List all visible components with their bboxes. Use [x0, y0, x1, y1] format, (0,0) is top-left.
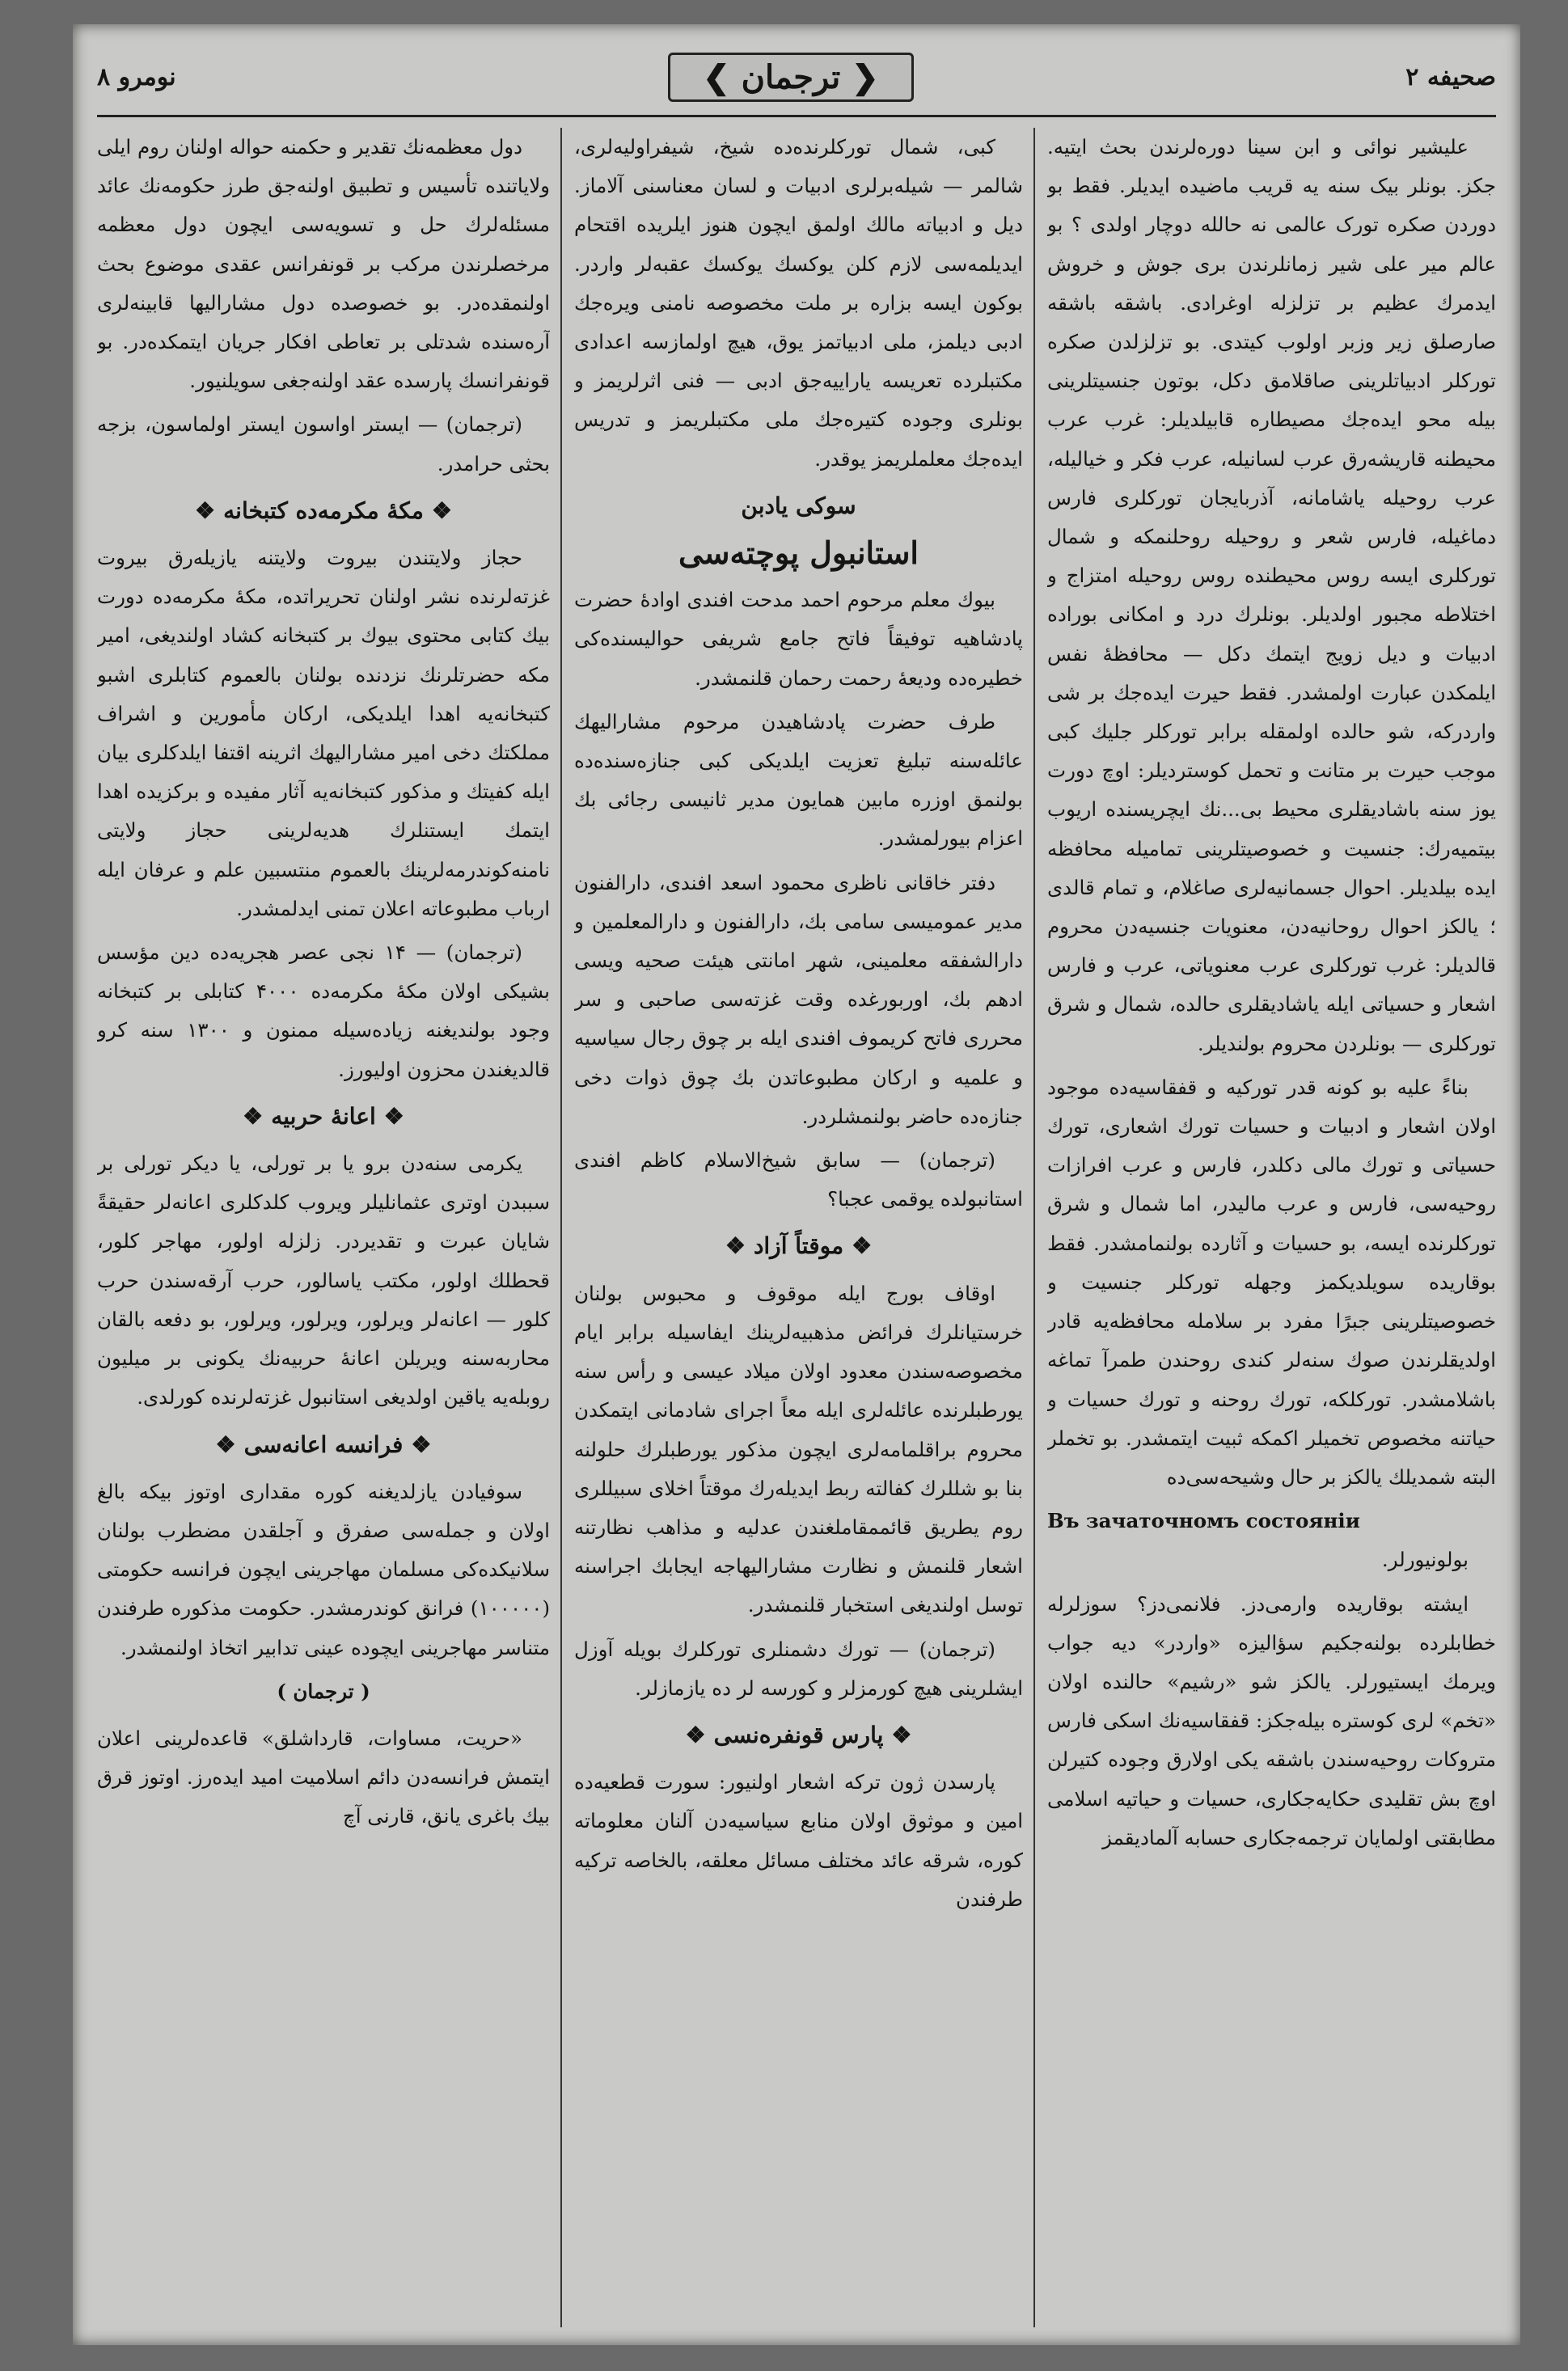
heading-mecca-library: ❖مکهٔ مکرمه‌ده کتبخانه❖	[97, 492, 550, 530]
signature-tercuman: ( ترجمان )	[277, 1679, 370, 1703]
heading-temporarily-free: ❖موقتاً آزاد❖	[574, 1227, 1023, 1266]
ornament-icon: ❖	[195, 497, 216, 524]
paragraph: ایشته بوقاریده وارمی‌دز. فلانمی‌دز؟ سوزلرله خطابلرده بولنەجکیم سؤالیزه «واردر» دیه جواب ویرمك ایستیورلر. یالکز شو «رشیم» حالنده اولان «تخم» لری کوستره بیله‌جکز: قفقاسیه‌نك اسکی فارس متروکات روحیەسندن باشقه یکی اولارق وجوده کتیرلن اوچ بش تقلیدی حکایه‌جکاری، حسیات و حیاتیه اسلامی مطابقتی اولمایان ترجمه‌جکاری حسابه آلمادیقمز	[1047, 1591, 1496, 1849]
paragraph: کبی، شمال تورکلرنده‌ده شیخ، شیفراولیه‌لری، شالمر — شیلەبرلری ادبیات و لسان معناسنی آلاماز. دیل و ادبیاته مالك اولمق ایچون هنوز ایلریده اقتحام ایدیلمه‌سی لازم کلن یوکسك یوکسك عقبه‌لر واردر. بوکون ایسه بزاره بر ملت مخصوصه نامنی ویرەجك ادبی دیلمز، ملی ادبیاتمز یوق، هیچ اولمازسه اعدادی مکتبلرده تعریسه یاراییه‌جق ادبی — فنی اثرلریمز و بونلری وجوده کتیرەجك ملی مکتبلریمز و تدریس ایده‌جك معلملریمز یوقدر.	[574, 135, 1023, 471]
ornament-icon: ❖	[891, 1721, 912, 1748]
column-left	[97, 128, 550, 2327]
column-middle	[574, 128, 1023, 2327]
paragraph: (ترجمان) — سابق شیخ‌الاسلام کاظم افندی استانبولده یوقمی عجبا؟	[574, 1148, 1023, 1211]
ornament-icon: ❖	[431, 497, 452, 524]
paragraph: حجاز ولایتندن بیروت ولایتنه یازیلەرق بیروت غزته‌لرنده نشر اولنان تحریراتده، مکهٔ مکرمه‌ده دورت بیك کتابی محتوی بیوك بر کتبخانه کشاد اولندیغی، امیر مکه حضرتلرنك نزدنده بولنان بالعموم کتابلری اشبو کتبخانه‌یه اهدا ایلدیکی، ارکان مأمورین و اشراف مملکتك دخی امیر مشارالیهك اثرینه اقتفا ایلدکلری بیان ایله کفیتك و مذکور کتبخانه‌یه آثار مفیده و برکزیده اهدا ایتمك ایستنلرك هدیه‌لرینی حجاز ولایتی نامنه‌کوندرمه‌لرینك بالعموم منتسبین علم و عرفان ایله ارباب مطبوعاته اعلان تمنی ایدلمشدر.	[97, 546, 550, 920]
heading-istanbul-mail: استانبول پوچته‌سی	[678, 535, 919, 572]
newspaper-page	[73, 24, 1520, 2345]
heading-france-aid: ❖فرانسه اعانه‌سی❖	[97, 1426, 550, 1464]
ornament-icon: ❖	[215, 1431, 236, 1458]
ornament-icon: ❖	[852, 1232, 873, 1260]
paragraph: پارسدن ژون ترکه اشعار اولنیور: سورت قطعیەده امین و موثوق اولان منابع سیاسیەدن آلنان معلوماته کوره، شرقه عائد مختلف مسائل معلقه، بالخاصه ترکیه طرفندن	[574, 1770, 1023, 1911]
heading-souki-yadbin: سوکی یادبن	[741, 492, 856, 519]
paragraph: دول معظمه‌نك تقدیر و حکمنه حواله اولنان روم ایلی ولایاتنده تأسیس و تطبیق اولنەجق طرز حکومەنك عائد مسئلەلرك حل و تسویه‌سی ایچون دول معظمه مرخصلرندن مرکب بر قونفرانس عقدی موضوع بحث اولنمقده‌در. بو خصوصده دول مشارالیها قابینه‌لری آره‌سنده شدتلی بر تعاطی افکار جریان ایتمکده‌در. بو قونفرانسك پارسده عقد اولنه‌جغی سویلنیور.	[97, 135, 550, 393]
ornament-icon: ❖	[411, 1431, 432, 1458]
ornament-icon: ❖	[685, 1721, 706, 1748]
paragraph: دفتر خاقانی ناظری محمود اسعد افندی، دارالفنون مدیر عمومیسی سامی بك، دارالفنون و دارالمعلمین و دارالشفقه معلمینی، شهر امانتی هیئت صحیه ویسی ادهم بك، اوربورغده وقت غزته‌سی صاحبی و سر محرری فاتح کریموف افندی ایله بر چوق رجال سیاسیه و علمیه و ارکان مطبوعاتدن بك چوق ذوات دخی جنازه‌ده حاضر بولنمشلردر.	[574, 870, 1023, 1128]
editor-note: (ترجمان) — ۱۴ نجی عصر هجریه‌ده دین مؤسس بشیکی اولان مکهٔ مکرمه‌ده ۴۰۰۰ کتابلی بر کتبخانه وجود بولندیغنه زیاده‌سیله ممنون و ۱۳۰۰ سنه کرو قالدیغندن محزون اولیورز.	[97, 940, 550, 1081]
ornament-icon: ❖	[725, 1232, 746, 1260]
ornament-icon: ❖	[383, 1102, 404, 1130]
newspaper-title: ❮ ترجمان ❯	[668, 53, 914, 102]
page-label: صحیفه ۲	[1405, 62, 1496, 91]
column-divider-1	[1033, 128, 1035, 2327]
paragraph: بناءً علیه بو کونه قدر تورکیه و قفقاسیه‌ده موجود اولان اشعار و ادبیات و حسیات تورك اشعاری، تورك حسیاتی و تورك مالی دکلدر، فارس و عرب افرازات روحیه‌سی، فارس و عرب مالیدر، اما شمال و شرق تورکلرنده ایسه، بو حسیات و آثاردە بولنمامشدر. فقط بوقاریده سویلدیکمز وجهله تورکلر جنسیت و خصوصیتلرینی جبرًا مفرد بر سلامله محافظه‌یه قادر اولدیقلرندن صوك سنەلر کندی روحندن طمرآ تماغه باشلامشدر. تورکلکه، تورك روحنه و تورك حسیات و حیاتنه مخصوص تخمیلر اکمکه ثبیت ایتمشدر. بو تخملر البته شمدیلك یالکز بر حال وشیحه‌سی‌ده	[1047, 1075, 1496, 1489]
paragraph: اوقاف بورج ایله موقوف و محبوس بولنان خرستیانلرك فرائض مذهبیه‌لرینك ایفاسیله برابر ایام مخصوصه‌سندن معدود اولان میلاد عیسی و رأس سنه یورطبلرنده عائلەلری ایله معاً اجرای شادمانی ایتمکدن محروم براقلمامەلری ایچون مذکور یورطبلرك حلولنه بنا بو شللرك کفالتە ربط ایدیلەرك موقتاً اخلای سبیللری روم یطریق قائممقاملغندن عدلیه و مذاهب نظارتنه اشعار قلنمش و نظارت مشارالیهاجه ایجابك اجراسنه توسل اولندیغی استخبار قلنمشدر.	[574, 1281, 1023, 1617]
paragraph: علیشیر نوائی و ابن سینا دورەلرندن بحث ایتیه. جکز. بونلر بیک سنه یه قریب ماضیده ایدیلر. فقط بو دوردن صکره تورک عالمی نه حالله دوچار اولدی ؟ بو عالم میر علی شیر زمانلرندن بری جوش و خروش ایدمرك عظیم بر تزلزله اوغرادی. باشقه باشقه صارصلق زیر وزبر اولوب کیتدی. بو تزلزلدن صکره تورکلر ادبیاتلرینی صاقلامق دکل، بوتون جنسیتلرینی بیله محو ایدەجك مصیطاره قابیلدیلر: غرب عرب محیطنه قاریشەرق عرب لسانیله، عرب فکر و خیالیله، عرب روحیله یاشامانه، آذربایجان تورکلری فارس دماغیله، فارس شعر و روحیله روحلنمکه و شمال تورکلری ایسه روس محیطنده روس روحیله امتزاج و اختلاطه مجبور اولدیلر. بونلرك درد و امکانی بورادە ادبیات و دیل زویج ایتمك دکل — محافظهٔ نفس ایلمکدن عبارت اولمشدر. فقط حیرت ایدەجك بر شی واردرکه، شو حالده اولمقله برابر تورکلر جلیك کبی موجب حیرت بر متانت و تحمل کوستردیلر: اوچ دورت یوز سنه باشادیقلری محیط بی...نك ایچریسنده اریوب بیتمیەرك: جنسیت و خصوصیتلرینی تمامیله محافظه ایده بیلدیلر. احوال جسمانیه‌لری صاغلام، و تمام قالدی ؛ یالکز احوال روحانیه‌دن، معنویات جنسیه‌دن محروم قالدیلر: غرب تورکلری عرب معنویاتی، عرب و فارس اشعار و حسیاتی ایله یاشادیقلری حالده، شمال و شرق تورکلری — بو‌نلردن محروم بولندیلر.	[1047, 135, 1496, 1055]
paragraph: یکرمی سنه‌دن برو یا بر تورلی، یا دیکر تورلی بر سببدن اوتری عثمانلیلر ویروب کلدکلری اعانەلر حقیقةً شایان عبرت و تقدیردر. زلزله اولور، مهاجر کلور، قحطلك اولور، مکتب یاسالور، حرب آرقه‌سندن حرب کلور — اعانەلر ویرلور، ویرلور، ویرلور، بو دفعه بالقان محاربه‌سنه ویریلن اعانهٔ حربیه‌نك یکونی بر میلیون روبله‌یه یاقین اولدیغی استانبول غزته‌لرنده کورلدی.	[97, 1152, 550, 1409]
title-ornament-left-icon: ❯	[703, 57, 730, 96]
paragraph: طرف حضرت پادشاهیدن مرحوم مشارالیهك عائله‌سنه تبلیغ تعزیت ایلدیکی کبی جنازه‌سنده‌ده بولنمق اوزره مابین همایون مدیر ثانیسی رجائی بك اعزام بیورلمشدر.	[574, 709, 1023, 851]
paragraph: بیوك معلم مرحوم احمد مدحت افندی اوادهٔ حضرت پادشاهیه توفیقاً فاتح جامع شریفی حوالیسنده‌کی خطیره‌ده ودیعهٔ رحمت رحمان قلنمشدر.	[574, 588, 1023, 690]
heading-paris-conference: ❖پارس قونفرەنسی❖	[574, 1716, 1023, 1755]
cyrillic-note: Въ зачаточномъ состоянiи	[1047, 1509, 1360, 1533]
title-ornament-right-icon: ❮	[852, 57, 879, 96]
issue-number: نومرو ۸	[97, 62, 176, 91]
paragraph: سوفیادن یازلدیغنه کوره مقداری اوتوز بیکه بالغ اولان و جمله‌سی صفرق و آجلقدن مضطرب بولنان سلانیکده‌کی مسلمان مهاجرینی ایچون فرانسه حکومتی (۱۰۰۰۰۰) فرانق کوندرمشدر. حکومت مذکوره طرفندن متناسر مهاجرینی ایچوده عینی تدابیر اتخاذ اولنمشدر.	[97, 1479, 550, 1659]
masthead-rule	[97, 115, 1496, 117]
ornament-icon: ❖	[243, 1102, 264, 1130]
heading-war-aid: ❖اعانهٔ حربیه❖	[97, 1097, 550, 1136]
column-divider-2	[560, 128, 562, 2327]
paragraph: «حریت، مساوات، قارداشلق» قاعده‌لرینی اعلان ایتمش فرانسەدن دائم اسلامیت امید ایدەرز. اوتوز قرق بیك باغری یانق، قارنی آچ	[97, 1726, 550, 1828]
column-right	[1047, 128, 1496, 2327]
masthead	[97, 40, 1496, 113]
editor-note: (ترجمان) — ایستر اواسون ایستر اولماسون، بزجه بحثی حرامدر.	[97, 412, 550, 475]
paragraph: (ترجمان) — تورك دشمنلری تورکلرك بویله آوزل ایشلرینی هیچ کورمزلر و کورسه لر ده یازمازلر.	[574, 1637, 1023, 1700]
paragraph: بولونیورلر.	[1381, 1548, 1469, 1572]
